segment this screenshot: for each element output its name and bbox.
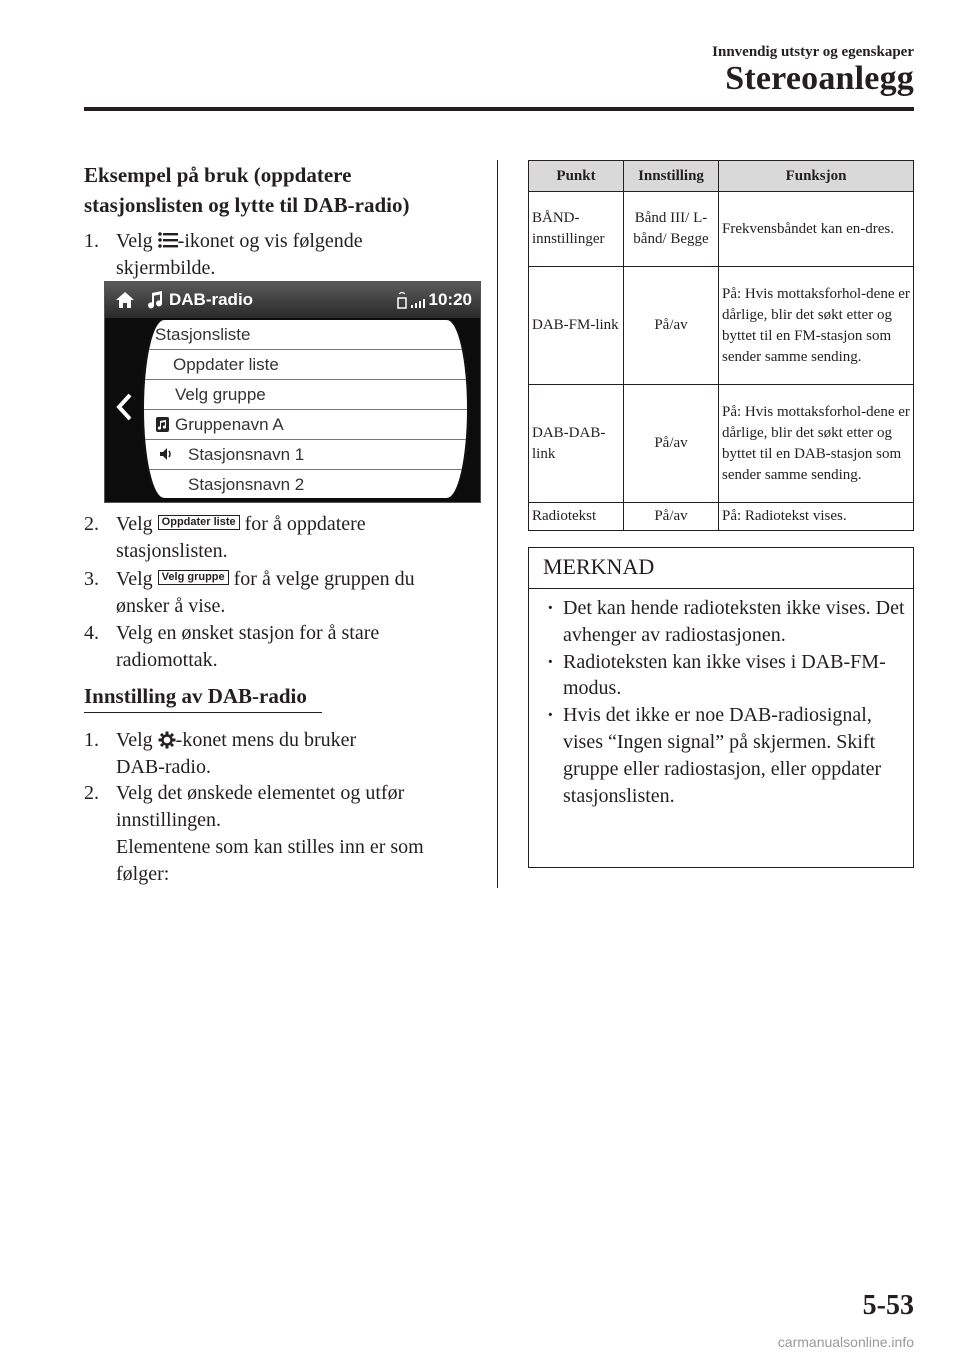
note-list (541, 595, 905, 809)
cell-punkt: DAB-DAB-link (529, 385, 624, 503)
step-text: Velg (116, 568, 158, 590)
settings-table (528, 160, 914, 531)
note-item: · Det kan hende radioteksten ikke vises. Det avhenger av radiostasjonen. (541, 595, 905, 649)
watermark: carmanualsonline.info (777, 1334, 914, 1350)
step-text-cont: DAB-radio. (116, 756, 211, 778)
velg-gruppe-button: Velg gruppe (158, 570, 229, 585)
step-text: Velg det ønskede elementet og utfør (116, 782, 405, 804)
list-item-label: Stasjonsnavn 1 (188, 445, 305, 464)
list-item-gruppenavn-a[interactable] (144, 410, 467, 440)
music-note-icon (147, 291, 163, 309)
cell-innstilling: På/av (624, 267, 719, 385)
chevron-left-icon[interactable] (115, 392, 133, 422)
step-a-3 (84, 566, 484, 620)
step-text-cont: følger: (116, 863, 170, 885)
step-text-cont: radiomottak. (116, 649, 218, 671)
cell-funksjon: På: Hvis mottaksforhol-dene er dårlige, blir det søkt etter og byttet til en DAB-stasjon som sender samme sending. (719, 385, 914, 503)
step-text-cont: ønsker å vise. (116, 595, 226, 617)
step-text-cont: skjermbilde. (116, 257, 216, 279)
subsection-underline (84, 712, 322, 713)
group-icon (156, 417, 169, 432)
step-text: Velg en ønsket stasjon for å stare (116, 622, 380, 644)
list-item-label: Stasjonsliste (155, 325, 251, 344)
note-item: · Hvis det ikke er noe DAB-radiosignal, vises “Ingen signal” på skjermen. Skift gruppe eller radiostasjon, eller oppdater stasjonslisten. (541, 702, 905, 809)
section-title-line-1: Eksempel på bruk (oppdatere (84, 163, 352, 187)
note-box (528, 547, 914, 868)
speaker-icon (159, 447, 173, 461)
list-item-label: Velg gruppe (175, 385, 266, 404)
cell-punkt: DAB-FM-link (529, 267, 624, 385)
table-header-row (529, 161, 914, 192)
oppdater-liste-button: Oppdater liste (158, 515, 240, 530)
list-icon (158, 232, 178, 250)
column-header-innstilling: Innstilling (624, 161, 719, 192)
cell-funksjon: Frekvensbåndet kan en-dres. (719, 192, 914, 267)
header-rule (84, 107, 914, 111)
step-number: 3. (84, 568, 99, 590)
step-b-1 (84, 727, 484, 781)
list-item-label: Stasjonsnavn 2 (188, 475, 305, 494)
home-icon (115, 290, 135, 310)
station-list-panel (141, 320, 470, 498)
subsection-title: Innstilling av DAB-radio (84, 684, 307, 708)
screen-title: DAB-radio (169, 290, 254, 309)
step-a-2 (84, 511, 484, 565)
list-item-stasjonsliste[interactable] (144, 320, 467, 350)
screen-time: 10:20 (428, 290, 472, 309)
step-number: 1. (84, 729, 99, 751)
cell-funksjon: På: Radiotekst vises. (719, 503, 914, 531)
note-header (529, 548, 913, 589)
cell-punkt: Radiotekst (529, 503, 624, 531)
table-row (529, 267, 914, 385)
section-title (84, 160, 484, 220)
step-a-1 (84, 228, 484, 282)
step-text: for å oppdatere (239, 513, 366, 535)
step-number: 2. (84, 782, 99, 804)
page-number: 5-53 (862, 1290, 914, 1321)
list-item-stasjonsnavn-2[interactable] (144, 470, 467, 498)
step-number: 4. (84, 622, 99, 644)
list-item-velg-gruppe[interactable] (144, 380, 467, 410)
gear-icon (158, 731, 176, 749)
column-header-funksjon: Funksjon (719, 161, 914, 192)
cell-funksjon: På: Hvis mottaksforhol-dene er dårlige, blir det søkt etter og byttet til en FM-stasjon som sender samme sending. (719, 267, 914, 385)
table-row (529, 503, 914, 531)
running-header-subtitle: Innvendig utstyr og egenskaper (712, 44, 914, 60)
step-text-cont: Elementene som kan stilles inn er som (116, 836, 424, 858)
step-text: -ikonet og vis følgende (177, 230, 363, 252)
step-text: Velg (116, 230, 158, 252)
list-item-oppdater-liste[interactable] (144, 350, 467, 380)
signal-icon (397, 290, 431, 310)
step-a-4 (84, 620, 484, 674)
step-text: Velg (116, 729, 158, 751)
step-number: 2. (84, 513, 99, 535)
list-item-label: Oppdater liste (173, 355, 279, 374)
column-header-punkt: Punkt (529, 161, 624, 192)
section-title-line-2: stasjonslisten og lytte til DAB-radio) (84, 193, 410, 217)
step-text: Velg (116, 513, 158, 535)
step-text-cont: innstillingen. (116, 809, 221, 831)
step-text: for å velge gruppen du (228, 568, 415, 590)
cell-innstilling: På/av (624, 503, 719, 531)
cell-innstilling: På/av (624, 385, 719, 503)
note-title: MERKNAD (543, 554, 655, 579)
list-item-stasjonsnavn-1[interactable] (144, 440, 467, 470)
cell-punkt: BÅND-innstillinger (529, 192, 624, 267)
cell-innstilling: Bånd III/ L-bånd/ Begge (624, 192, 719, 267)
step-b-2 (84, 780, 484, 888)
step-text-cont: stasjonslisten. (116, 540, 228, 562)
column-divider (497, 160, 498, 888)
table-row (529, 192, 914, 267)
screen-status-bar (105, 282, 480, 318)
step-text: -konet mens du bruker (175, 729, 357, 751)
list-item-label: Gruppenavn A (175, 415, 284, 434)
dab-radio-screenshot (104, 281, 481, 503)
running-header-title: Stereoanlegg (725, 60, 914, 97)
step-number: 1. (84, 230, 99, 252)
note-item: · Radioteksten kan ikke vises i DAB-FM-modus. (541, 649, 905, 703)
table-row (529, 385, 914, 503)
